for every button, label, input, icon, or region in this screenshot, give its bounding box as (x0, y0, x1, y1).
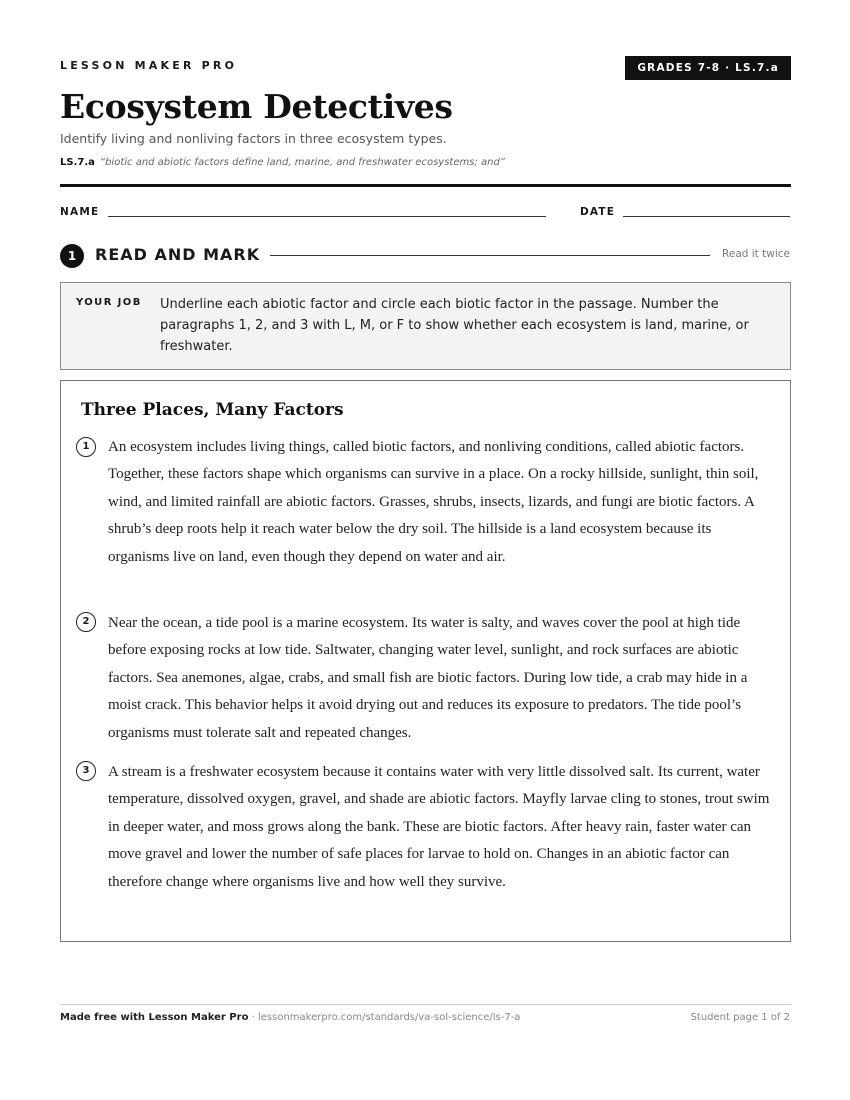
reading-passage (60, 380, 791, 942)
standard-line (60, 157, 505, 168)
standard-code: LS.7.a (60, 157, 95, 168)
footer-page-number: Student page 1 of 2 (690, 1012, 790, 1023)
section-title: READ AND MARK (95, 245, 261, 264)
section-divider (270, 255, 710, 256)
brand-name: LESSON MAKER PRO (60, 59, 238, 72)
name-label: NAME (60, 206, 100, 218)
job-label: YOUR JOB (76, 297, 142, 308)
header-row (60, 56, 791, 80)
paragraph-1: An ecosystem includes living things, called biotic factors, and nonliving conditions, called abiotic factors. Together, these factors shape which organisms can survive in a place. On a rocky hillside, sunlight, thin soil, wind, and limited rainfall are abiotic factors. Grasses, shrubs, insects, lizards, and fungi are biotic factors. A shrub’s deep roots help it reach water below the dry soil. The hillside is a land ecosystem because its organisms live on land, even though they depend on water and air. (108, 439, 759, 565)
worksheet-subtitle: Identify living and nonliving factors in three ecosystem types. (60, 131, 447, 146)
paragraph-2: Near the ocean, a tide pool is a marine ecosystem. Its water is salty, and waves cover the pool at high tide before exposing rocks at low tide. Saltwater, changing water level, sunlight, and rock surfaces are abiotic factors. Sea anemones, algae, crabs, and small fish are biotic factors. During low tide, a crab may hide in a moist crack. This behavior helps it avoid drying out and reduces its exposure to predators. The tide pool’s organisms must tolerate salt and repeated changes. (108, 615, 748, 741)
date-label: DATE (580, 206, 616, 218)
footer-divider (60, 1004, 791, 1005)
job-instructions: Underline each abiotic factor and circle each biotic factor in the passage. Number the paragraphs 1, 2, and 3 with L, M, or F to show whether each ecosystem is land, marine, or freshwater. (160, 297, 749, 354)
grade-badge: GRADES 7-8 · LS.7.a (625, 56, 791, 80)
header-divider (60, 184, 791, 187)
paragraph-3: A stream is a freshwater ecosystem because it contains water with very little dissolved salt. Its current, water temperature, dissolved oxygen, gravel, and shade are abiotic factors. Mayfly larvae cling to stones, trout swim in deeper water, and moss grows along the bank. These are biotic factors. After heavy rain, faster water can move gravel and lower the number of safe places for larvae to hold on. Changes in an abiotic factor can therefore change where organisms live and how well they survive. (108, 764, 770, 890)
name-field-line[interactable] (108, 216, 546, 217)
job-box (60, 282, 791, 370)
footer-link[interactable]: · lessonmakerpro.com/standards/va-sol-science/ls-7-a (248, 1012, 521, 1023)
passage-title: Three Places, Many Factors (81, 400, 344, 420)
paragraph-number-1: 1 (76, 437, 96, 457)
section-number-badge: 1 (60, 244, 84, 268)
worksheet-title: Ecosystem Detectives (60, 87, 453, 126)
section-note: Read it twice (722, 248, 790, 260)
footer-credit (60, 1012, 520, 1023)
paragraph-number-3: 3 (76, 761, 96, 781)
paragraph-number-2: 2 (76, 612, 96, 632)
standard-text: “biotic and abiotic factors define land, marine, and freshwater ecosystems; and” (99, 157, 505, 168)
date-field-line[interactable] (623, 216, 790, 217)
footer-made-with: Made free with Lesson Maker Pro (60, 1012, 249, 1023)
